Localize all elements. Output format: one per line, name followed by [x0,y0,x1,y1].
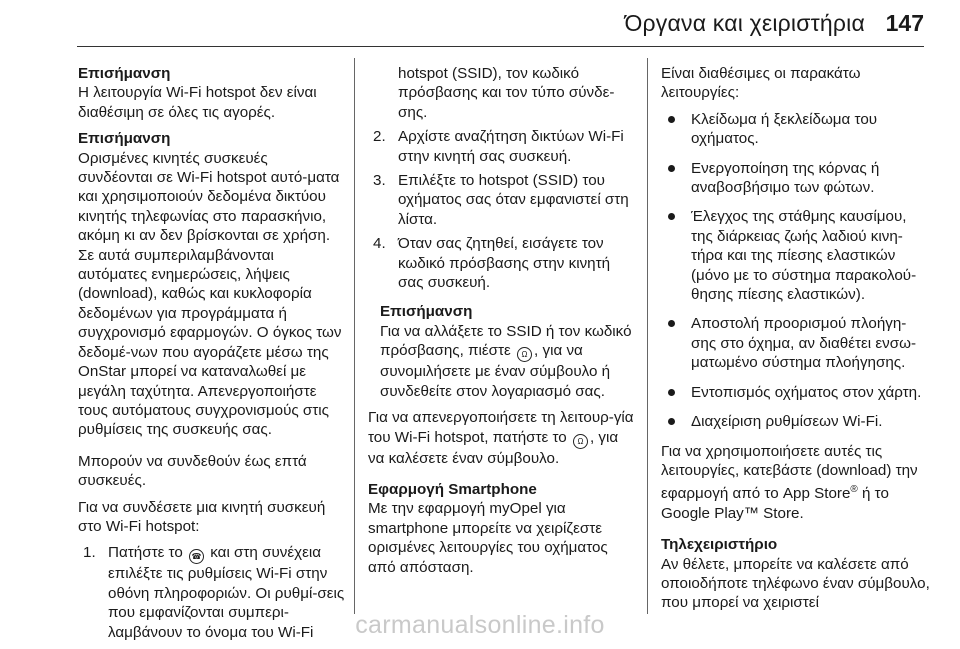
note-body: Ορισμένες κινητές συσκευές συνδέονται σε Wi-Fi hotspot αυτό-ματα και χρησιμοποιούν δεδομένα δικτύου κινητής τηλεφωνίας στο παρασκήνιο, ακόμη κι αν δεν βρίσκονται σε χρήση. Σε αυτά συμπεριλαμβάνονται αυτόματες ενημερώσεις, λήψεις (download), καθώς και κυκλοφορία δεδομένων για προγράμματα ή συγχρονισμό εφαρμογών. Ο όγκος των δεδομέ-νων που αγοράζετε μέσω της OnStar μπορεί να καταναλωθεί με μεγάλη ταχύτητα. Απενεργοποιήστε τους αυτόματους συγχρονισμούς στις ρυθμίσεις της συσκευής σας. [78,149,342,439]
phone-icon: ☎ [189,549,204,564]
step-number: 4. [373,235,386,253]
list-item [661,383,931,402]
note-body: , για να συνομιλήσετε με έναν σύμβουλο ή συνδεθείτε στον λογαριασμό σας. [380,342,611,400]
step-text: Αρχίστε αναζήτηση δικτύων Wi-Fi στην κινητή σας συσκευή. [398,128,624,165]
note-1 [78,64,346,122]
step-text: Πατήστε το [108,544,183,562]
section-title: Τηλεχειριστήριο [661,536,778,554]
section-smartphone [368,480,638,577]
step-text: και στη συνέχεια επιλέξτε τις ρυθμίσεις Wi-Fi στην οθόνη πληροφοριών. Οι ρυθμί-σεις που εμφανίζονται συμπερι-λαμβάνουν το όνομα του Wi-Fi [108,544,345,641]
bullet-icon [668,320,675,327]
paragraph-devices: Μπορούν να συνδεθούν έως επτά συσκευές. [78,452,307,490]
bullet-icon [668,213,675,220]
column-3 [661,64,931,620]
column-divider-1 [354,58,355,614]
list-item-text: Έλεγχος της στάθμης καυσίμου, της διάρκειας ζωής λαδιού κινη-τήρα και της πίεσης ελαστικών (μόνο με το σύστημα παρακολού-θησης πίεσης ελαστικών). [691,208,917,304]
section-body: Με την εφαρμογή myOpel για smartphone μπορείτε να χειρίζεστε ορισμένες λειτουργίες του οχήματος από απόσταση. [368,500,608,576]
note-title: Επισήμανση [78,130,171,148]
list-item [661,207,931,304]
paragraph-connect: Για να συνδέσετε μια κινητή συσκευή στο Wi-Fi hotspot: [78,498,326,535]
note-2 [78,129,346,440]
column-2 [368,64,638,584]
chapter-title: Όργανα και χειριστήρια [624,10,865,36]
paragraph-text: Για να χρησιμοποιήσετε αυτές τις λειτουργίες, κατεβάστε (download) την εφαρμογή από το App Store [661,442,918,503]
paragraph-text: , για να καλέσετε έναν σύμβουλο. [368,428,619,467]
page-number: 147 [885,10,924,36]
list-item-text: Αποστολή προορισμού πλοήγη-σης στο όχημα, αν διαθέτει ενσω-ματωμένο σύστημα πλοήγησης. [691,315,917,372]
step-3 [368,171,638,229]
note-body: Για να αλλάξετε το SSID ή τον κωδικό πρόσβασης, πιέστε [380,322,632,360]
note-body: Η λειτουργία Wi-Fi hotspot δεν είναι διαθέσιμη σε όλες τις αγορές. [78,84,317,121]
step-text: Επιλέξτε το hotspot (SSID) του οχήματος σας όταν εμφανιστεί στη λίστα. [398,172,629,228]
step-2 [368,127,638,166]
list-item-text: Εντοπισμός οχήματος στον χάρτη. [691,383,922,401]
list-item [661,314,931,372]
step-4 [368,234,638,292]
step-number: 3. [373,172,386,190]
onstar-service-icon: Ω [517,347,532,362]
paragraph-intro: Είναι διαθέσιμες οι παρακάτω λειτουργίες: [661,65,861,102]
paragraph-disable [368,408,638,468]
list-item [661,110,931,149]
list-item [661,412,931,431]
section-remote-control [661,535,931,613]
step-number: 1. [83,544,96,562]
bullet-icon [668,116,675,123]
section-title: Εφαρμογή Smartphone [368,480,537,498]
page-header [0,0,960,55]
list-item-text: Διαχείριση ρυθμίσεων Wi-Fi. [691,413,883,431]
paragraph-download [661,442,931,524]
bullet-icon [668,165,675,172]
column-1 [78,64,346,649]
list-item-text: Κλείδωμα ή ξεκλείδωμα του οχήματος. [691,110,878,148]
section-body: Αν θέλετε, μπορείτε να καλέσετε από οποιοδήποτε τηλέφωνο έναν σύμβουλο, που μπορεί να χειριστεί [661,555,930,612]
note-title: Επισήμανση [78,65,171,82]
step-1-continued [368,64,638,122]
list-item-text: Ενεργοποίηση της κόρνας ή αναβοσβήσιμο των φώτων. [691,159,880,197]
paragraph-text: ή το Google Play™ Store. [661,485,889,522]
onstar-service-icon: Ω [573,434,588,449]
note-3 [368,302,638,401]
list-item [661,159,931,198]
steps-list-continued [368,64,638,292]
watermark: carmanualsonline.info [355,611,605,639]
bullet-icon [668,418,675,425]
note-title: Επισήμανση [380,303,473,321]
step-text: hotspot (SSID), τον κωδικό πρόσβασης και τον τύπο σύνδε-σης. [398,65,615,121]
header-rule [77,46,924,47]
registered-mark: ® [850,484,858,496]
step-number: 2. [373,128,386,146]
feature-list [661,110,931,432]
column-divider-2 [647,58,648,614]
bullet-icon [668,389,675,396]
step-text: Όταν σας ζητηθεί, εισάγετε τον κωδικό πρόσβασης στην κινητή σας συσκευή. [398,235,611,292]
paragraph-text: Για να απενεργοποιήσετε τη λειτουρ-γία του Wi-Fi hotspot, πατήστε το [368,409,634,446]
